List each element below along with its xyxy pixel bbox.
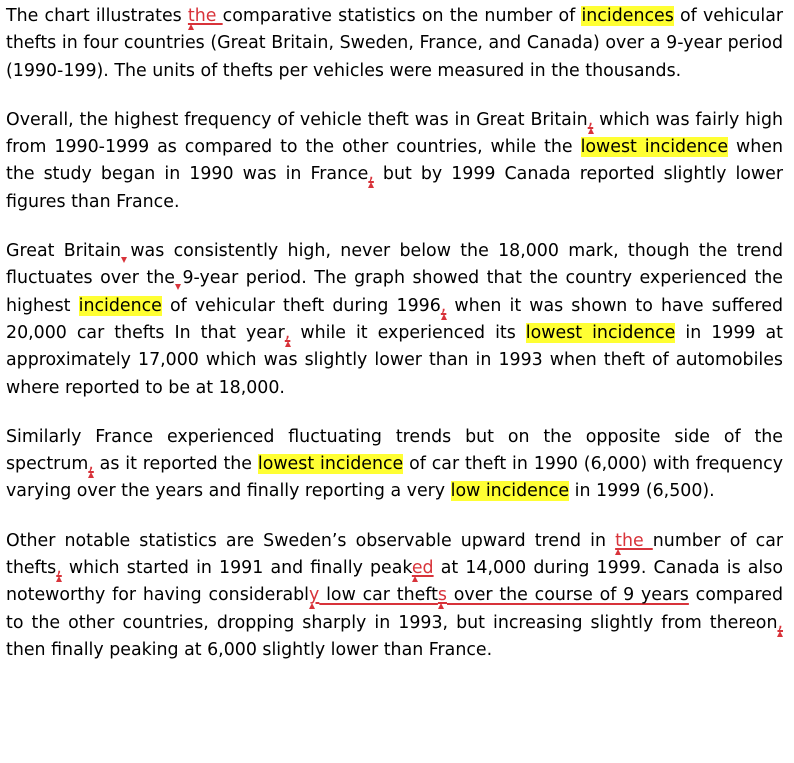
- highlighted-text: lowest incidence: [580, 137, 729, 158]
- tracked-insertion: s: [437, 585, 447, 606]
- text-run: comparative statistics on the number of: [222, 6, 582, 26]
- document-body: [6, 3, 783, 664]
- tracked-insertion: y: [309, 585, 320, 606]
- text-run: at 14,000 during 1999. Canada is also noteworthy for having considerabl: [6, 558, 783, 606]
- text-run: of vehicular thefts in four countries (Great Britain, Sweden, France, and Canada) over a 9-year period (1990-199). The units of thefts per vehicles were measured in the thousands.: [6, 6, 784, 81]
- tracked-change-text: low car theft: [319, 585, 438, 606]
- paragraph-4: [6, 424, 783, 506]
- tracked-insertion: ,: [777, 612, 783, 633]
- text-run: in 1999 (6,500).: [569, 481, 715, 502]
- text-run: of vehicular theft during 1996: [161, 295, 441, 316]
- highlighted-text: lowest incidence: [525, 322, 676, 343]
- text-run: when the study began in 1990 was in France: [6, 137, 783, 185]
- highlighted-text: lowest incidence: [257, 454, 404, 475]
- text-run: then finally peaking at 6,000 slightly lower than France.: [6, 639, 493, 660]
- tracked-insertion: ,: [368, 164, 374, 185]
- text-run: 9-year period. The graph showed that the country experienced the highest: [6, 268, 784, 316]
- text-run: Great Britain: [6, 241, 121, 262]
- text-run: of car theft in 1990 (6,000) with frequency varying over the years and finally reporting a very: [6, 454, 783, 502]
- text-run: compared to the other countries, dropping sharply in 1993, but increasing slightly from thereon: [6, 585, 784, 633]
- text-run: as it reported the: [93, 454, 258, 475]
- tracked-change-marker: [121, 241, 130, 261]
- tracked-insertion: ,: [440, 295, 447, 316]
- tracked-insertion: the: [615, 530, 653, 551]
- tracked-insertion: ,: [88, 454, 94, 475]
- tracked-insertion: ,: [284, 322, 291, 343]
- text-run: Other notable statistics are Sweden’s observable upward trend in: [6, 530, 616, 551]
- text-run: but by 1999 Canada reported slightly lower figures than France.: [6, 164, 783, 212]
- text-run: when it was shown to have suffered 20,000 car thefts In that year: [6, 295, 783, 343]
- highlighted-text: incidence: [78, 295, 162, 316]
- text-run: The chart illustrates: [6, 6, 188, 26]
- tracked-insertion: ed: [411, 558, 434, 579]
- paragraph-5: [6, 528, 783, 664]
- tracked-change-marker: [175, 268, 183, 288]
- tracked-insertion: the: [187, 6, 223, 26]
- tracked-change-text: over the course of 9 years: [446, 585, 689, 606]
- text-run: Overall, the highest frequency of vehicle theft was in Great Britain: [6, 109, 588, 130]
- tracked-insertion: ,: [587, 109, 594, 130]
- text-run: number of car thefts: [6, 530, 783, 579]
- text-run: Similarly France experienced fluctuating trends but on the opposite side of the spectrum: [6, 426, 783, 475]
- text-run: which started in 1991 and finally peak: [61, 558, 412, 579]
- highlighted-text: incidences: [581, 6, 674, 26]
- paragraph-2: [6, 107, 783, 216]
- text-run: while it experienced its: [290, 322, 526, 343]
- paragraph-3: [6, 238, 783, 402]
- paragraph-1: [6, 3, 783, 85]
- highlighted-text: low incidence: [450, 481, 570, 502]
- text-run: which was fairly high from 1990-1999 as compared to the other countries, while the: [6, 109, 784, 158]
- tracked-insertion: ,: [56, 558, 62, 579]
- text-run: in 1999 at approximately 17,000 which was slightly lower than in 1993 when theft of automobiles where reported to be at 18,000.: [6, 322, 783, 398]
- text-run: was consistently high, never below the 18,000 mark, though the trend fluctuates over the: [6, 241, 783, 289]
